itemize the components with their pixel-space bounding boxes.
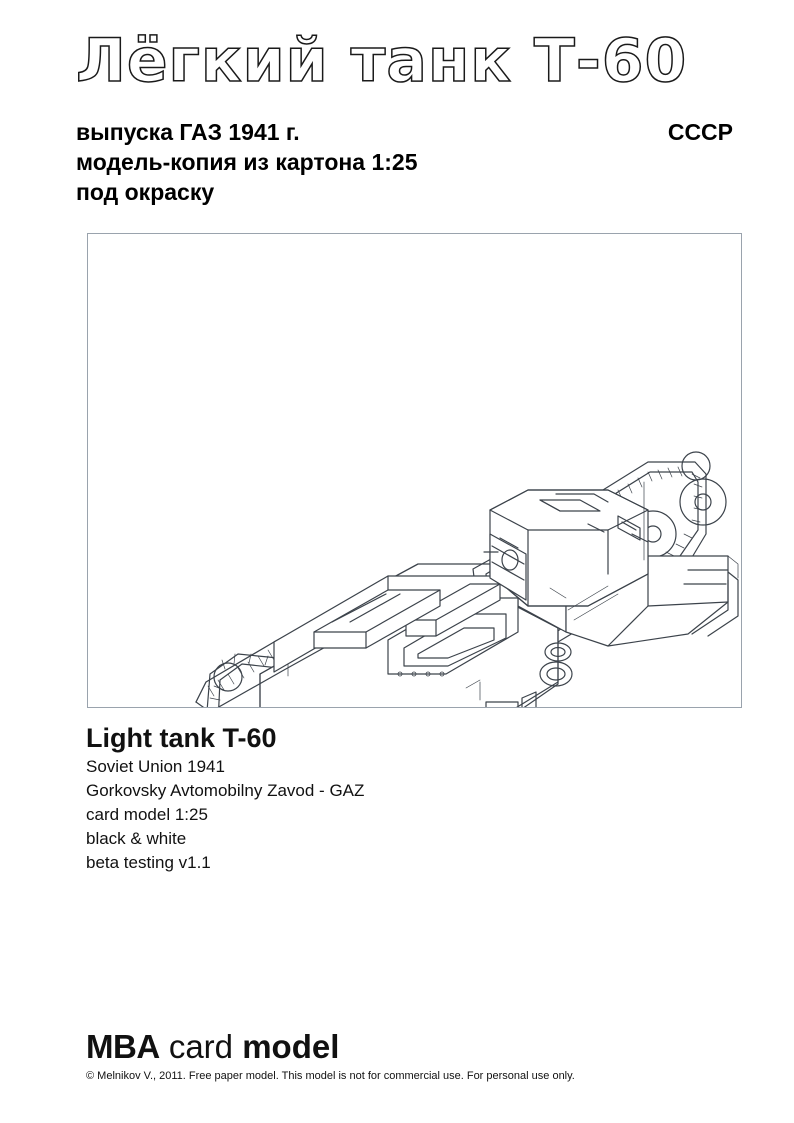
tank-line-drawing [88,234,742,708]
brand-logo [86,1029,339,1065]
caption-line-3: card model 1:25 [86,805,208,824]
english-caption [86,722,686,875]
tank-illustration-frame [87,233,742,708]
page-title: Лёгкий танк Т-60 [76,26,688,96]
caption-heading: Light tank T-60 [86,723,277,753]
subtitle-line-3: под окраску [76,179,215,205]
subtitle-line-2: модель-копия из картона 1:25 [76,149,418,175]
caption-line-1: Soviet Union 1941 [86,757,225,776]
caption-line-4: black & white [86,829,187,848]
subtitle-row-3 [76,178,736,208]
brand-mba: MBA [86,1028,160,1065]
country-label: СССР [667,119,733,145]
caption-line-5: beta testing v1.1 [86,853,211,872]
subtitle-block [76,118,736,208]
caption-line-2: Gorkovsky Avtomobilny Zavod - GAZ [86,781,365,800]
brand-model: model [242,1028,340,1065]
brand-card: card [168,1028,234,1065]
subtitle-line-1: выпуска ГАЗ 1941 г. [76,119,300,145]
subtitle-row-2 [76,148,736,178]
subtitle-row-1 [76,118,736,148]
copyright-notice: © Melnikov V., 2011. Free paper model. This model is not for commercial use. For personal use only. [86,1070,575,1082]
